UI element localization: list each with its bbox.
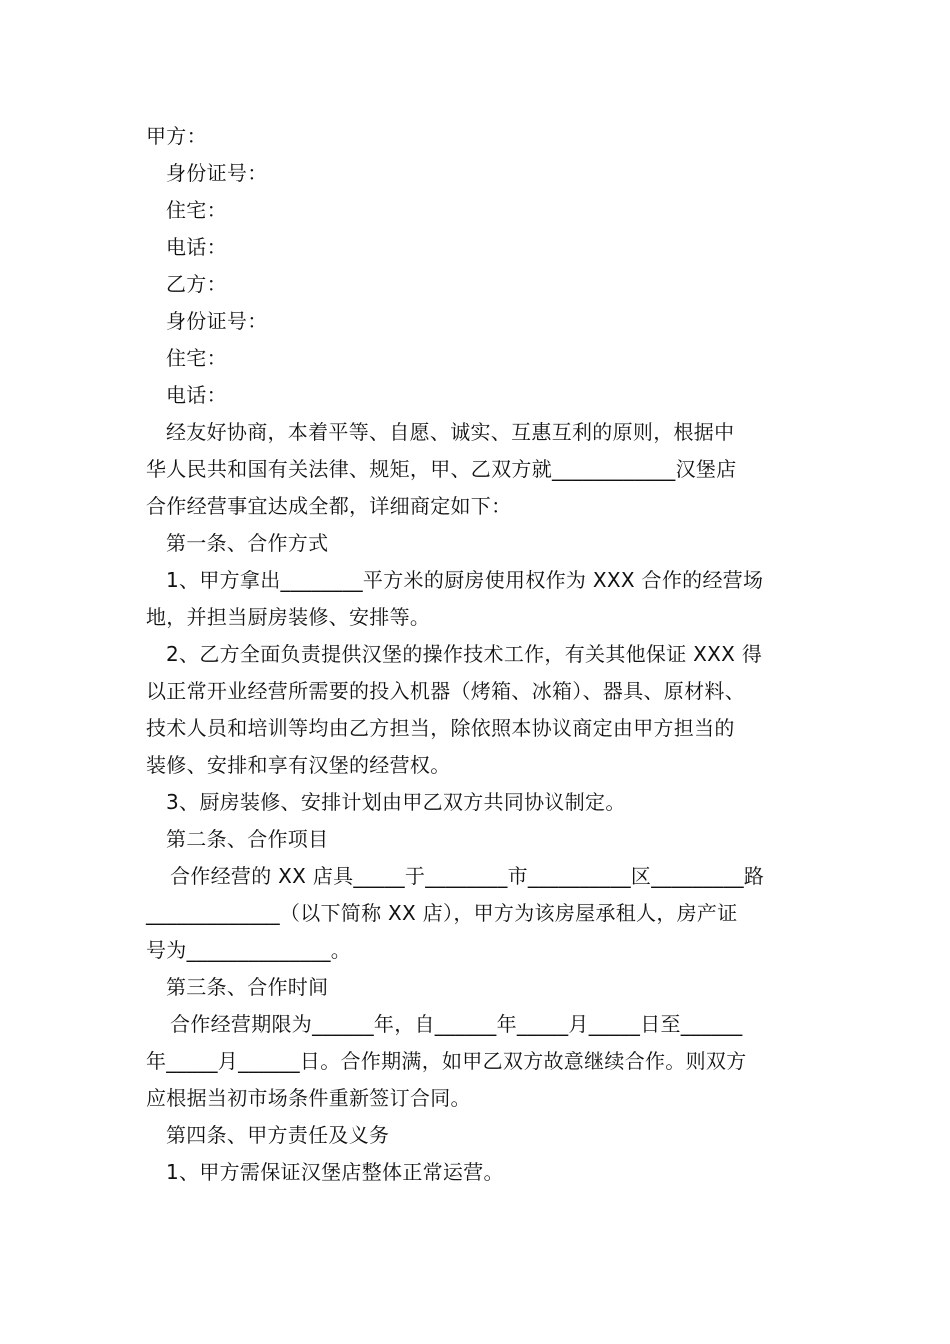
contract-body xyxy=(146,118,816,1191)
article-1-clause-2-line-3: 技术人员和培训等均由乙方担当，除依照本协议商定由甲方担当的 xyxy=(146,716,735,740)
party-b-id-number: 身份证号： xyxy=(166,309,268,333)
party-b-phone: 电话： xyxy=(166,383,227,407)
article-1-clause-1-line-1: 1、甲方拿出________平方米的厨房使用权作为 XXX 合作的经营场 xyxy=(166,568,764,592)
article-1-clause-2-line-4: 装修、安排和享有汉堡的经营权。 xyxy=(146,753,451,777)
article-1-clause-3: 3、厨房装修、安排计划由甲乙双方共同协议制定。 xyxy=(166,790,626,814)
party-a-phone: 电话： xyxy=(166,235,227,259)
preamble-line-2: 华人民共和国有关法律、规矩，甲、乙双方就____________汉堡店 xyxy=(146,457,737,481)
article-1-heading: 第一条、合作方式 xyxy=(166,531,329,555)
party-b-label: 乙方： xyxy=(166,272,227,296)
article-2-line-1: 合作经营的 XX 店具_____于________市__________区_________路 xyxy=(170,864,765,888)
party-b-residence: 住宅： xyxy=(166,346,227,370)
article-3-line-3: 应根据当初市场条件重新签订合同。 xyxy=(146,1086,471,1110)
preamble-line-3: 合作经营事宜达成全都，详细商定如下： xyxy=(146,494,512,518)
preamble-line-1: 经友好协商，本着平等、自愿、诚实、互惠互利的原则，根据中 xyxy=(166,420,735,444)
article-2-heading: 第二条、合作项目 xyxy=(166,827,329,851)
article-2-line-2: _____________（以下简称 XX 店），甲方为该房屋承租人，房产证 xyxy=(146,901,738,925)
article-1-clause-1-line-2: 地，并担当厨房装修、安排等。 xyxy=(146,605,431,629)
article-3-line-2: 年_____月______日。合作期满，如甲乙双方故意继续合作。则双方 xyxy=(146,1049,747,1073)
article-4-heading: 第四条、甲方责任及义务 xyxy=(166,1123,390,1147)
article-4-clause-1: 1、甲方需保证汉堡店整体正常运营。 xyxy=(166,1160,504,1184)
party-a-residence: 住宅： xyxy=(166,198,227,222)
article-1-clause-2-line-2: 以正常开业经营所需要的投入机器（烤箱、冰箱）、器具、原材料、 xyxy=(146,679,745,703)
article-2-line-3: 号为______________。 xyxy=(146,938,352,962)
article-3-heading: 第三条、合作时间 xyxy=(166,975,329,999)
article-1-clause-2-line-1: 2、乙方全面负责提供汉堡的操作技术工作，有关其他保证 XXX 得 xyxy=(166,642,763,666)
party-a-label: 甲方： xyxy=(146,124,207,148)
party-a-id-number: 身份证号： xyxy=(166,161,268,185)
article-3-line-1: 合作经营期限为______年，自______年_____月_____日至______ xyxy=(170,1012,743,1036)
